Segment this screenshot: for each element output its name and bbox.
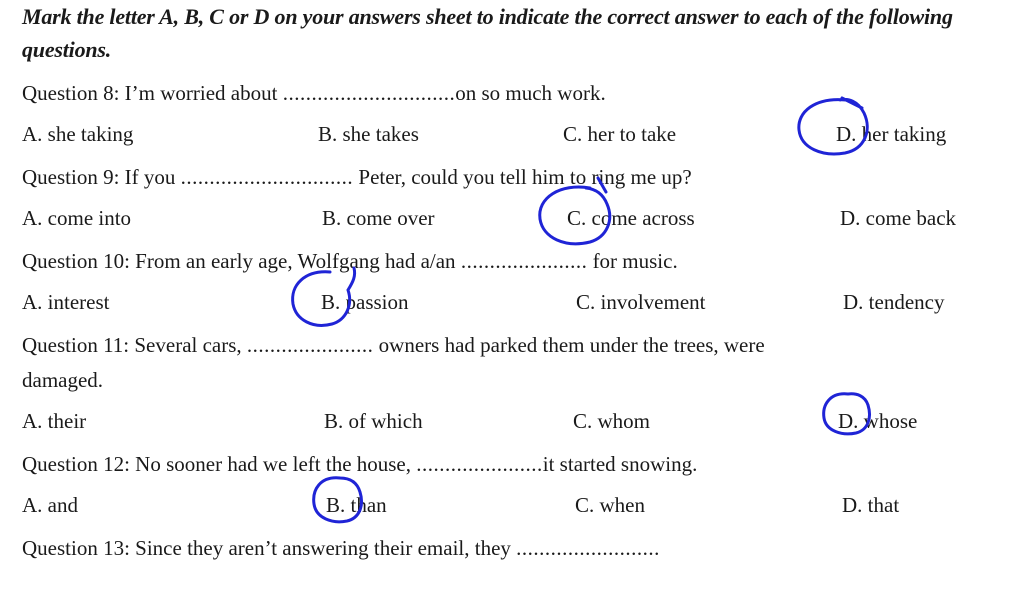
question-8-option-d: D. her taking (836, 122, 947, 146)
question-stem-text: on so much work. (455, 81, 606, 105)
question-11-stem-continuation: damaged. (22, 368, 104, 392)
question-9-stem (22, 164, 692, 190)
question-10-option-a: A. interest (22, 290, 110, 314)
question-8-stem (22, 80, 606, 106)
answer-blank: ......................... (516, 536, 660, 560)
question-8-option-c: C. her to take (563, 122, 677, 146)
question-stem-text: owners had parked them under the trees, were (373, 333, 765, 357)
question-stem-text: Peter, could you tell him to ring me up? (353, 165, 692, 189)
answer-blank: .............................. (180, 165, 354, 189)
question-stem-text: Question 12: No sooner had we left the house, (22, 452, 417, 476)
question-stem-text: Question 8: I’m worried about (22, 81, 283, 105)
question-stem-text: Question 13: Since they aren’t answering their email, they (22, 536, 517, 560)
answer-blank: ...................... (246, 333, 374, 357)
question-8-option-b: B. she takes (318, 122, 419, 146)
question-11-option-d: D. whose (838, 409, 918, 433)
question-9-option-c: C. come across (567, 206, 695, 230)
question-9-option-b: B. come over (322, 206, 435, 230)
question-11-option-b: B. of which (324, 409, 423, 433)
question-9-option-a: A. come into (22, 206, 132, 230)
question-stem-text: for music. (587, 249, 678, 273)
question-12-option-a: A. and (22, 493, 78, 517)
question-11-option-c: C. whom (573, 409, 651, 433)
question-12-option-c: C. when (575, 493, 645, 517)
question-12-stem (22, 451, 697, 477)
question-stem-text: Question 11: Several cars, (22, 333, 247, 357)
question-11-option-a: A. their (22, 409, 87, 433)
question-stem-text: Question 9: If you (22, 165, 181, 189)
question-10-option-b: B. passion (321, 290, 409, 314)
question-12-option-b: B. than (326, 493, 387, 517)
question-8-option-a: A. she taking (22, 122, 134, 146)
question-12-option-d: D. that (842, 493, 900, 517)
question-stem-text: it started snowing. (542, 452, 698, 476)
question-stem-text: Question 10: From an early age, Wolfgang had a/an (22, 249, 461, 273)
answer-blank: .............................. (282, 81, 456, 105)
question-10-option-c: C. involvement (576, 290, 706, 314)
question-10-option-d: D. tendency (843, 290, 945, 314)
question-13-stem (22, 535, 660, 561)
instruction-heading: Mark the letter A, B, C or D on your answers sheet to indicate the correct answer to each of the following questions. (22, 4, 953, 62)
question-11-stem (22, 332, 765, 358)
answer-blank: ...................... (416, 452, 543, 476)
question-10-stem (22, 248, 678, 274)
question-9-option-d: D. come back (840, 206, 957, 230)
answer-blank: ...................... (460, 249, 588, 273)
